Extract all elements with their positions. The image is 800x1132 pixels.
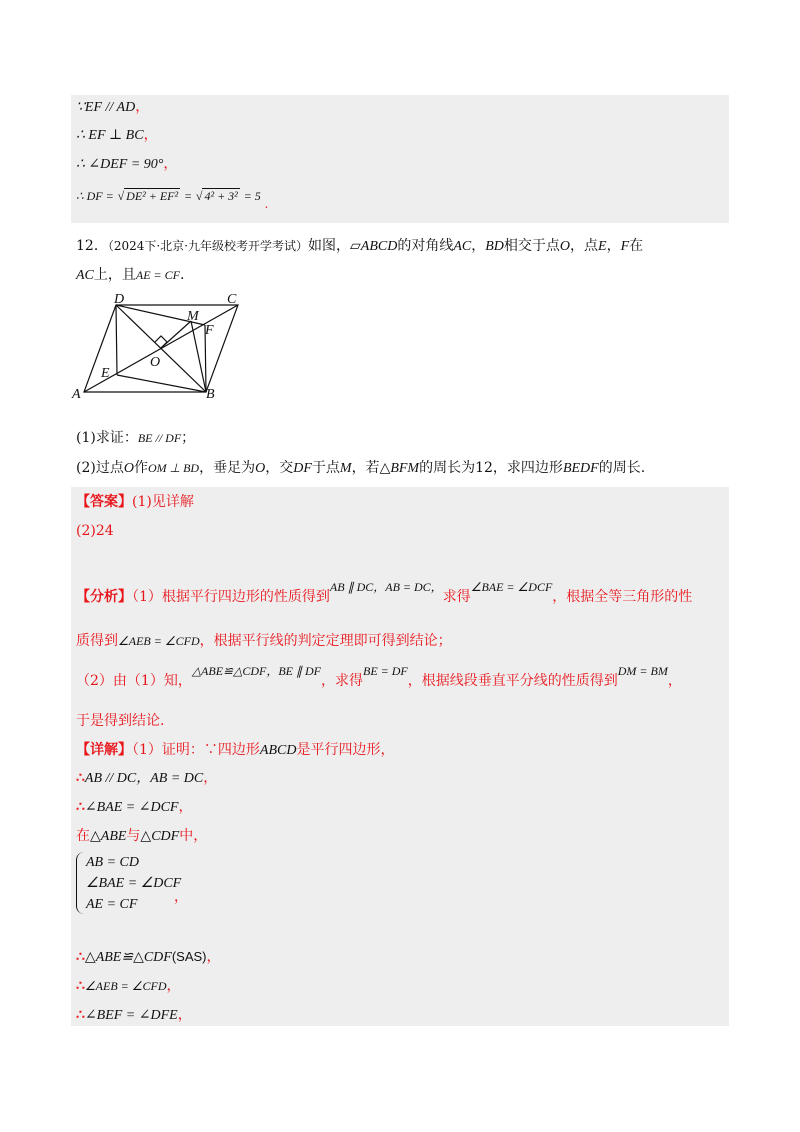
detail-line-6: ∴∠AEB = ∠CFD， [76, 978, 181, 994]
detail-line-1: 【详解】（1）证明：∵四边形ABCD是平行四边形， [76, 742, 395, 758]
detail-line-4: 在△ABE与△CDF中， [76, 828, 208, 844]
problem-line-1: 12．（2024下·北京·九年级校考开学考试）如图，▱ABCD的对角线AC，BD相交于点O，点E，F在 [76, 238, 644, 254]
label-d: D [114, 292, 125, 307]
detail-line-5: ∴△ABE≌△CDF(SAS)， [76, 949, 221, 965]
analysis-tag: 【分析】 [76, 589, 132, 605]
label-b: B [206, 387, 215, 402]
detail-line-2: ∴AB // DC，AB = DC， [76, 770, 218, 786]
label-f: F [205, 323, 214, 338]
problem-line-2: AC上，且AE = CF. [76, 267, 185, 283]
analysis-line-4: 于是得到结论. [76, 713, 165, 729]
segment-de [116, 305, 117, 375]
answer-line-2: (2)24 [76, 523, 114, 539]
analysis-line-3: （2）由（1）知，△ABE≌△CDF，BE ∥ DF，求得BE = DF，根据线段垂直平分线的性质得到DM = BM， [76, 664, 682, 689]
prev-line-1: ∵EF // AD， [76, 99, 150, 115]
answer-line-1: 【答案】(1)见详解 [76, 494, 194, 510]
left-brace [76, 852, 85, 914]
problem-source: （2024下·北京·九年级校考开学考试） [107, 239, 308, 253]
problem-number: 12． [76, 238, 108, 254]
parallelogram-figure [70, 290, 250, 405]
label-a: A [72, 387, 81, 402]
detail-line-3: ∴∠BAE = ∠DCF， [76, 799, 193, 815]
label-m: M [187, 309, 199, 324]
segment-bm [191, 321, 206, 392]
question-1: (1)求证：BE // DF； [76, 430, 196, 446]
answer-tag: 【答案】 [76, 494, 132, 510]
label-c: C [227, 292, 237, 307]
analysis-line-2: 质得到∠AEB = ∠CFD，根据平行线的判定定理即可得到结论； [76, 633, 452, 649]
segment-be [117, 375, 206, 392]
detail-tag: 【详解】 [76, 742, 132, 758]
question-2: (2)过点O作OM ⊥ BD，垂足为O，交DF于点M，若△BFM的周长为12，求四边形BEDF的周长. [76, 460, 646, 476]
analysis-line-1: 【分析】（1）根据平行四边形的性质得到AB ∥ DC，AB = DC，求得∠BAE = ∠DCF，根据全等三角形的性 [76, 580, 693, 605]
label-o: O [150, 355, 161, 370]
parallelogram-symbol: ▱ [350, 238, 361, 254]
detail-line-7: ∴∠BEF = ∠DFE， [76, 1007, 192, 1023]
label-e: E [101, 366, 110, 381]
prev-line-2: ∴ EF ⊥ BC， [76, 127, 158, 143]
prev-line-4: ∴ DF = √ DE² + EF² = √ 4² + 3² = 5 . [76, 189, 269, 211]
prev-line-3: ∴ ∠DEF = 90°， [76, 156, 178, 172]
